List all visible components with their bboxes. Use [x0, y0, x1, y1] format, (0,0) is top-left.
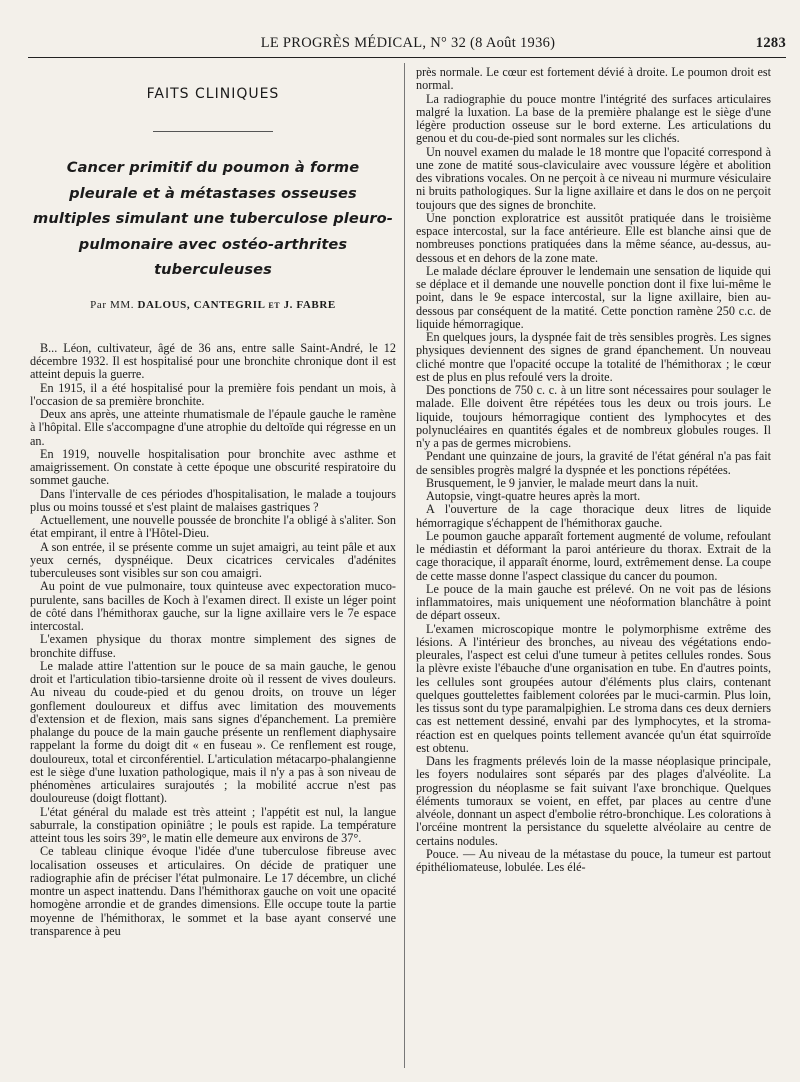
- column-divider: [404, 63, 405, 1068]
- author-names: DALOUS, CANTEGRIL et J. FABRE: [137, 298, 336, 311]
- paragraph: Actuellement, une nouvelle poussée de bronchite l'a obligé à s'aliter. Son état empirant, il entre à l'Hôtel-Dieu.: [30, 513, 396, 541]
- paragraph: En 1919, nouvelle hospitalisation pour bronchite avec asthme et amaigrissement. On constate à cette époque une obscurité respiratoire du sommet gauche.: [30, 446, 396, 488]
- title-separator: [153, 131, 273, 132]
- paragraph: L'examen microscopique montre le polymorphisme extrême des lésions. A l'intérieur des bronches, au niveau des végétations endo-pleurales, l'aspect est celui d'une tumeur à petites cellules rondes. Sous la plèvre existe l'ébauche d'une organisation en tube. En d'autres points, les cellules sont groupées autour d'éléments plus clairs, contenant quelques gouttelettes faiblement colorées par le muci-carmin. Plus loin, les tissus sont du type paramalpighien. Le stroma dans ces deux derniers cas est nettement dessiné, envahi par des lymphocytes, et la stroma-réaction est en quelques points tellement avancée qu'un état squirroïde est obtenu.: [416, 621, 771, 755]
- right-column: [416, 66, 771, 874]
- journal-title: LE PROGRÈS MÉDICAL, N° 32 (8 Août 1936): [260, 35, 556, 51]
- paragraph: En 1915, il a été hospitalisé pour la première fois pendant un mois, à l'occasion de sa première bronchite.: [30, 380, 396, 408]
- paragraph: Dans l'intervalle de ces périodes d'hospitalisation, le malade a toujours plus ou moins toussé et s'est plaint de malaises gastriques ?: [30, 486, 396, 514]
- paragraph: Au point de vue pulmonaire, toux quinteuse avec expectoration muco-purulente, sans bacilles de Koch à l'examen direct. Il existe un léger point de côté dans l'hémithorax gauche, sur la ligne axillaire vers le 7e espace intercostal.: [30, 579, 396, 634]
- page-number: 1283: [755, 35, 786, 51]
- paragraph: Pendant une quinzaine de jours, la gravité de l'état général n'a pas fait de sensibles progrès malgré la dyspnée et les ponctions répétées.: [416, 449, 771, 477]
- paragraph: B... Léon, cultivateur, âgé de 36 ans, entre salle Saint-André, le 12 décembre 1932. Il est hospitalisé pour une bronchite chronique dont il est atteint depuis la guerre.: [30, 340, 396, 382]
- paragraph: A l'ouverture de la cage thoracique deux litres de liquide hémorragique s'échappent de l'hémithorax gauche.: [416, 502, 771, 530]
- paragraph: L'examen physique du thorax montre simplement des signes de bronchite diffuse.: [30, 632, 396, 660]
- header-rule: [28, 57, 786, 58]
- left-body: [30, 342, 396, 938]
- article-title: Cancer primitif du poumon à forme pleurale et à métastases osseuses multiples simulant une tuberculose pleuro-pulmonaire avec ostéo-arthrites tuberculeuses: [33, 159, 393, 279]
- paragraph: Le poumon gauche apparaît fortement augmenté de volume, refoulant le médiastin et déformant la paroi antérieure du thorax. Extrait de la cage thoracique, il apparaît énorme, lourd, extrêmement dense. La coupe de cette masse donne l'aspect classique du cancer du poumon.: [416, 528, 771, 583]
- paragraph: L'état général du malade est très atteint ; l'appétit est nul, la langue saburrale, la constipation opiniâtre ; le pouls est rapide. La température atteint tous les soirs 39°, le matin elle demeure aux environs de 37°.: [30, 804, 396, 846]
- paragraph: A son entrée, il se présente comme un sujet amaigri, au teint pâle et aux yeux cernés, dyspnéique. Deux cicatrices cervicales d'adénites tuberculeuses sont visibles sur son cou amaigri.: [30, 539, 396, 581]
- paragraph: Dans les fragments prélevés loin de la masse néoplasique principale, les foyers nodulaires sont séparés par des plages d'alvéolite. La progression du néoplasme se fait suivant l'axe bronchique. Quelques éléments tumoraux se voient, en effet, par places au centre d'une alvéole, donnant un aspect d'embolie rétro-bronchique. Les colorations à l'orcéine montrent la persistance du squelette alvéolaire au centre de certains nodules.: [416, 754, 771, 848]
- paragraph: Deux ans après, une atteinte rhumatismale de l'épaule gauche le ramène à l'hôpital. Elle s'accompagne d'une atrophie du deltoïde qui régresse en un an.: [30, 407, 396, 448]
- paragraph: Pouce. — Au niveau de la métastase du pouce, la tumeur est partout épithéliomateuse, lobulée. Les élé-: [416, 846, 771, 874]
- paragraph: Des ponctions de 750 c. c. à un litre sont nécessaires pour soulager le malade. Elle doivent être répétées tous les deux ou trois jours. Le liquide, toujours hémorragique contient des lymphocytes et des polynucléaires en quantités égales et de nombreux globules rouges. Il n'y a pas de germes microbiens.: [416, 383, 771, 450]
- paragraph: Autopsie, vingt-quatre heures après la mort.: [426, 489, 641, 503]
- paragraph: Ce tableau clinique évoque l'idée d'une tuberculose fibreuse avec localisation osseuses et articulaires. On décide de pratiquer une radiographie afin de préciser l'état pulmonaire. Le 17 décembre, un cliché montre un aspect inattendu. Dans l'hémithorax gauche on voit une opacité homogène arrondie et de grandes dimensions. Elle occupe toute la partie moyenne de l'hémithorax, le sommet et la base ayant conservé une transparence à peu: [30, 844, 396, 938]
- paragraph: La radiographie du pouce montre l'intégrité des surfaces articulaires malgré la luxation. La base de la première phalange est le siège d'une légère production osseuse sur le bord externe. Les articulations du genou et du cou-de-pied sont normales sur les clichés.: [416, 91, 771, 146]
- section-title: FAITS CLINIQUES: [146, 86, 280, 102]
- authors-prefix: Par MM.: [90, 298, 135, 311]
- paragraph: Le malade attire l'attention sur le pouce de sa main gauche, le genou droit et l'articulation tibio-tarsienne droite où il ressent de vives douleurs. Au niveau du coude-pied et du genou droits, on trouve un léger gonflement douloureux et diffus avec limitation des mouvements d'extension et de flexion, mais sans signes d'épanchement. La première phalange du pouce de la main gauche présente un renflement diaphysaire rappelant la forme du doigt dit « en fuseau ». Ce renflement est rouge, douloureux, total et circonférentiel. L'articulation métacarpo-phalangienne est le siège d'une luxation pathologique, mais il n'y a pas à son niveau de phénomènes articulaires surajoutés ; la mobilité accrue n'est pas douloureuse (doigt flottant).: [30, 658, 396, 806]
- paragraph: Brusquement, le 9 janvier, le malade meurt dans la nuit.: [426, 475, 699, 490]
- authors-line: [30, 299, 396, 311]
- paragraph: Le pouce de la main gauche est prélevé. On ne voit pas de lésions inflammatoires, mais uniquement une néoformation blanchâtre à point de départ osseux.: [416, 581, 771, 623]
- paragraph: Une ponction exploratrice est aussitôt pratiquée dans le troisième espace intercostal, sur la face antérieure. Elle est blanche ainsi que de nombreuses ponctions pratiquées dans la même séance, au-dessus, au-dessous et en dehors de la zone mate.: [416, 210, 771, 265]
- paragraph: Un nouvel examen du malade le 18 montre que l'opacité correspond à une zone de matité sous-claviculaire avec voussure légère et abolition des vibrations vocales. On ne perçoit à ce niveau ni murmure vésiculaire ni bruits pathologiques. Sur la ligne axillaire et dans le dos on ne perçoit toujours que des signes de bronchite.: [416, 144, 771, 212]
- paragraph: près normale. Le cœur est fortement dévié à droite. Le poumon droit est normal.: [416, 65, 771, 93]
- left-column: [30, 60, 396, 938]
- running-header: [30, 35, 786, 51]
- paragraph: En quelques jours, la dyspnée fait de très sensibles progrès. Les signes physiques deviennent des signes de grand épanchement. Un nouveau cliché montre que l'opacité occupe la totalité de l'hémithorax ; le cœur est de plus en plus refoulé vers la droite.: [416, 330, 771, 384]
- right-body: [416, 66, 771, 874]
- paragraph: Le malade déclare éprouver le lendemain une sensation de liquide qui se déplace et il demande une nouvelle ponction dont il fixe lui-même le point, dans le 9e espace intercostal, sur la ligne axillaire, bien au-dessous par conséquent de la matité. Cette ponction ramène 250 c.c. de liquide hémorragique.: [416, 263, 771, 331]
